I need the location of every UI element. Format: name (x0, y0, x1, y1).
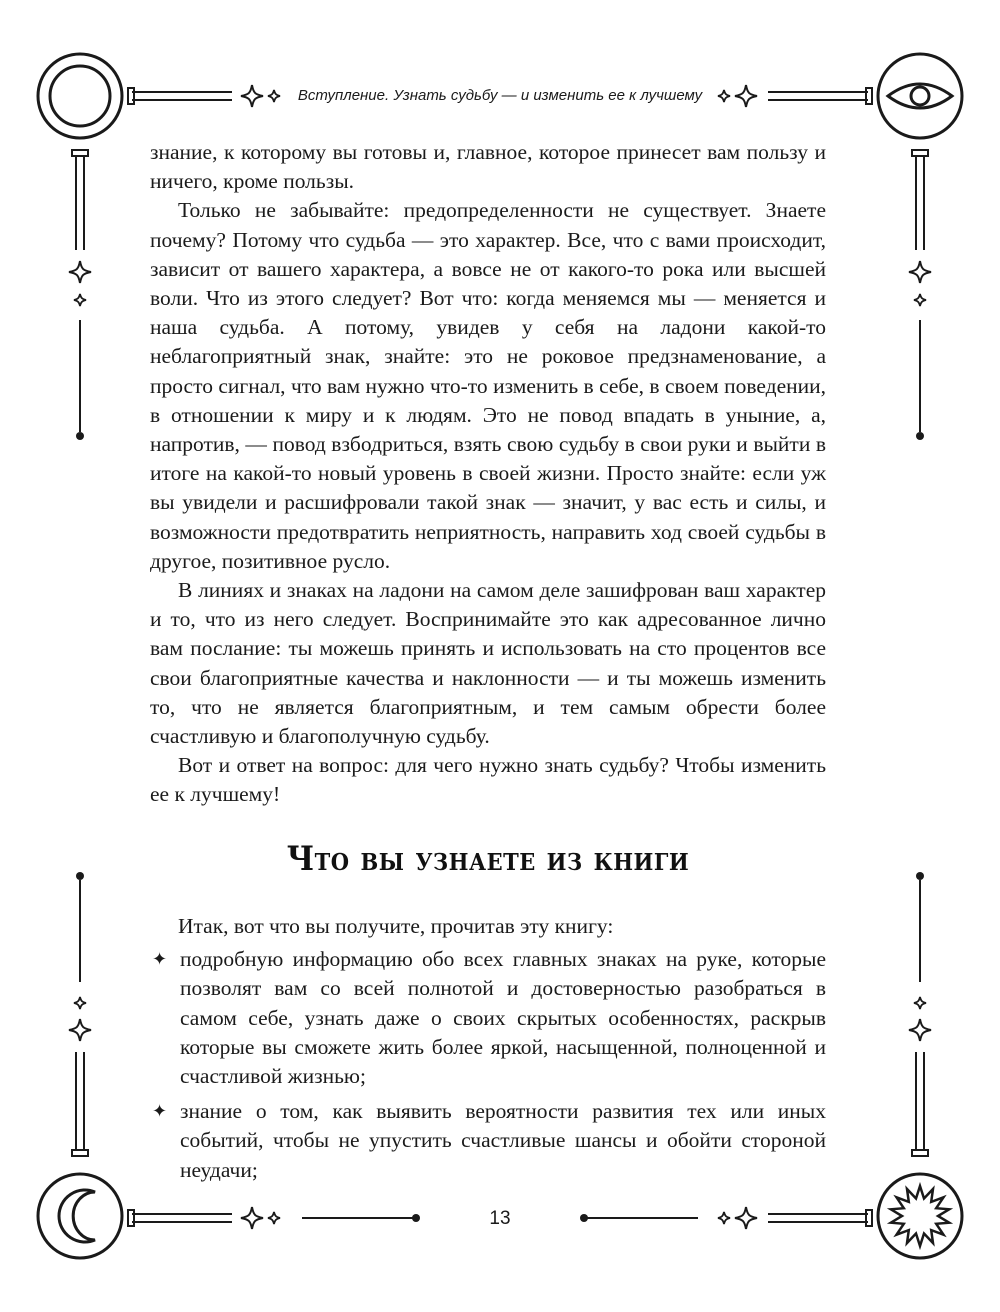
four-point-star-icon (909, 261, 931, 283)
bullet-list (150, 945, 826, 1185)
running-head: Вступление. Узнать судьбу — и изменить ее к лучшему (297, 87, 703, 104)
four-point-star-icon (735, 1207, 757, 1229)
sun-icon (878, 1174, 962, 1258)
list-item (150, 1097, 826, 1185)
crescent-moon-icon (38, 1174, 122, 1258)
list-item-text: подробную информацию обо всех главных знаках на руке, которые позволят вам со всей полнотой и достоверностью разобраться в самом себе, узнать даже о своих скрытых особенностях, раскрыв которые вы сможете жить более яркой, насыщенной, полноценной и счастливой жизнью; (180, 947, 826, 1089)
page-number: 13 (489, 1208, 511, 1229)
four-point-star-icon (241, 85, 263, 107)
four-point-star-icon (735, 85, 757, 107)
section-intro: Итак, вот что вы получите, прочитав эту книгу: (178, 914, 614, 938)
four-point-star-icon (241, 1207, 263, 1229)
four-point-star-icon (74, 997, 86, 1009)
section-body (150, 912, 826, 1191)
four-point-star-icon (914, 997, 926, 1009)
four-point-star-icon (74, 294, 86, 306)
paragraph: Вот и ответ на вопрос: для чего нужно знать судьбу? Чтобы изменить ее к лучшему! (150, 753, 826, 807)
paragraph: В линиях и знаках на ладони на самом деле зашифрован ваш характер и то, что из него следует. Воспринимайте это как адресованное лично вам послание: ты можешь принять и использовать на сто процентов все свои благоприятные качества и наклонности — и ты можешь изменить то, что не является благоприятным, и тем самым обрести более счастливую и благополучную судьбу. (150, 578, 826, 749)
paragraph: Только не забывайте: предопределенности не существует. Знаете почему? Потому что судьба — это характер. Все, что с вами происходит, зависит от вашего характера, а вовсе не от какого-то рока или высшей воли. Что из этого следует? Вот что: когда меняемся мы — меняется и наша судьба. А потому, увидев у себя на ладони какой-то неблагоприятный знак, знайте: это не роковое предзнаменование, а просто сигнал, что вам нужно что-то изменить в себе, в своем поведении, в отношении к миру и к людям. Это не повод впадать в уныние, а, напротив, — повод взбодриться, взять свою судьбу в свои руки и выйти в итоге на какой-то новый уровень в своей жизни. Просто знайте: если уж вы увидели и расшифровали такой знак — значит, у вас есть и силы, и возможности предотвратить неприятность, направить ход своей судьбы в другое, позитивное русло. (150, 198, 826, 573)
list-item (150, 945, 826, 1091)
four-point-star-icon (268, 1212, 280, 1224)
section-title: Что вы узнаете из книги (286, 839, 690, 880)
list-item-text: знание о том, как выявить вероятности развития тех или иных событий, чтобы не упустить счастливые шансы и обойти стороной неудачи; (180, 1099, 826, 1182)
four-point-star-icon (268, 90, 280, 102)
eye-icon (878, 54, 962, 138)
four-point-star-icon (914, 294, 926, 306)
paragraph: знание, к которому вы готовы и, главное, которое принесет вам пользу и ничего, кроме пользы. (150, 140, 826, 194)
double-circle-icon (38, 54, 122, 138)
four-point-star-icon (69, 1019, 91, 1041)
body-text (150, 138, 826, 810)
four-point-star-icon (718, 90, 730, 102)
four-point-star-icon (718, 1212, 730, 1224)
four-point-star-icon (909, 1019, 931, 1041)
star-bullet-icon: ✦ (152, 1101, 168, 1123)
star-bullet-icon: ✦ (152, 949, 168, 971)
four-point-star-icon (69, 261, 91, 283)
